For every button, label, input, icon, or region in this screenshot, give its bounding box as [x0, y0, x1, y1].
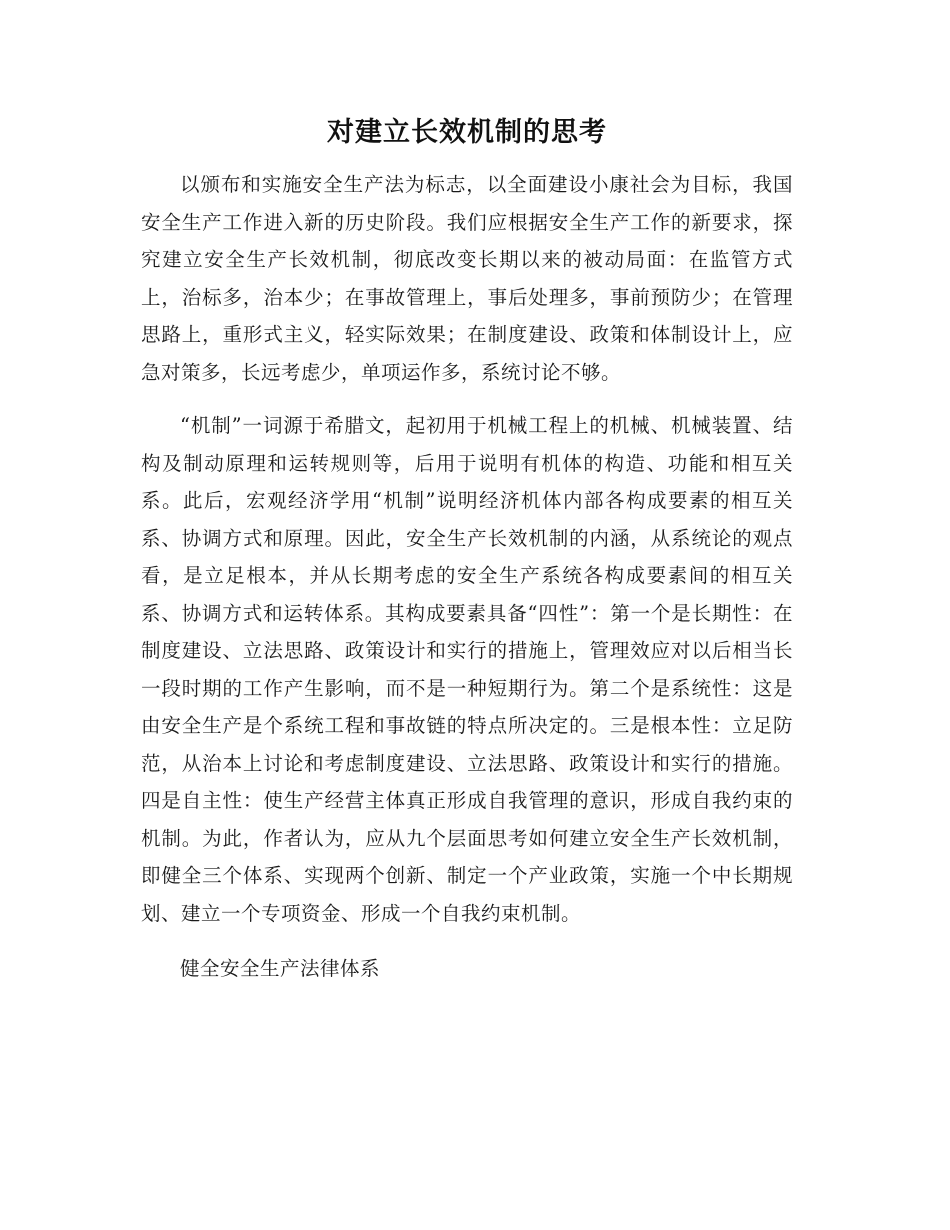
paragraph-mechanism-definition: “机制”一词源于希腊文，起初用于机械工程上的机械、机械装置、结构及制动原理和运转规则等，后用于说明有机体的构造、功能和相互关系。此后，宏观经济学用“机制”说明经济机体内部各构成要素的相互关系、协调方式和原理。因此，安全生产长效机制的内涵，从系统论的观点看，是立足根本，并从长期考虑的安全生产系统各构成要素间的相互关系、协调方式和运转体系。其构成要素具备“四性”：第一个是长期性：在制度建设、立法思路、政策设计和实行的措施上，管理效应对以后相当长一段时期的工作产生影响，而不是一种短期行为。第二个是系统性：这是由安全生产是个系统工程和事故链的特点所决定的。三是根本性：立足防范，从治本上讨论和考虑制度建设、立法思路、政策设计和实行的措施。四是自主性：使生产经营主体真正形成自我管理的意识，形成自我约束的机制。为此，作者认为，应从九个层面思考如何建立安全生产长效机制，即健全三个体系、实现两个创新、制定一个产业政策，实施一个中长期规划、建立一个专项资金、形成一个自我约束机制。 [141, 414, 793, 925]
document-title: 对建立长效机制的思考 [327, 117, 607, 148]
section-heading-legal-system: 健全安全生产法律体系 [180, 957, 381, 980]
document-body [141, 110, 793, 988]
paragraph-intro: 以颁布和实施安全生产法为标志，以全面建设小康社会为目标，我国安全生产工作进入新的历史阶段。我们应根据安全生产工作的新要求，探究建立安全生产长效机制，彻底改变长期以来的被动局面：在监管方式上，治标多，治本少；在事故管理上，事后处理多，事前预防少；在管理思路上，重形式主义，轻实际效果；在制度建设、政策和体制设计上，应急对策多，长远考虑少，单项运作多，系统讨论不够。 [141, 173, 793, 384]
